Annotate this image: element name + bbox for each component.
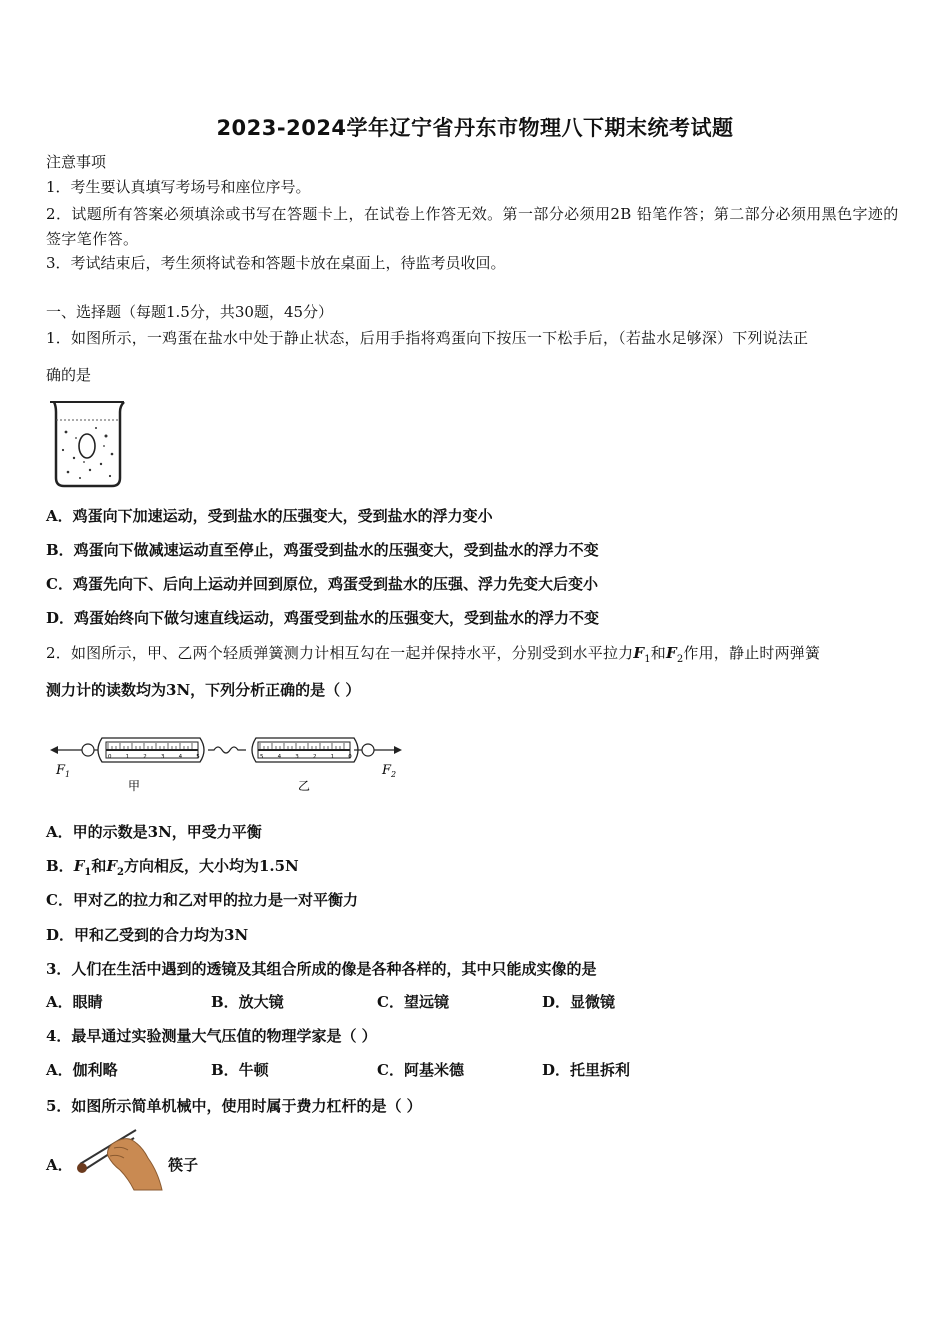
q2-stem-part-b: 作用，静止时两弹簧: [683, 644, 821, 662]
q1-option-d: D．鸡蛋始终向下做匀速直线运动，鸡蛋受到盐水的压强变大，受到盐水的浮力不变: [46, 609, 600, 627]
fig-label-f2: F: [382, 763, 392, 778]
fig-label-f2-sub: 2: [391, 770, 397, 779]
fig-label-f1-sub: 1: [65, 770, 71, 779]
page-title: 2023-2024学年辽宁省丹东市物理八下期末统考试题: [216, 116, 734, 140]
q1-stem-line1: 1．如图所示，一鸡蛋在盐水中处于静止状态，后用手指将鸡蛋向下按压一下松手后，（若盐水足够深）下列说法正: [46, 329, 809, 347]
notice-item-1: 1．考生要认真填写考场号和座位序号。: [46, 178, 311, 196]
q3-option-c: C．望远镜: [377, 993, 449, 1011]
q5-option-a-text: 筷子: [168, 1156, 199, 1174]
q2-stem-f2: F: [665, 644, 677, 662]
q2-option-b: [46, 856, 299, 883]
chopsticks-hand-icon: [72, 1124, 164, 1192]
q3-option-b: B．放大镜: [211, 993, 284, 1011]
section-heading: 一、选择题（每题1.5分，共30题，45分）: [46, 303, 334, 321]
q5-stem: 5．如图所示简单机械中，使用时属于费力杠杆的是（ ）: [46, 1097, 422, 1115]
q2-option-b-f1-sub: 1: [84, 867, 92, 878]
q1-stem-line2: 确的是: [46, 366, 92, 384]
q3-option-a: A．眼睛: [46, 993, 103, 1011]
q4-option-d: D．托里拆利: [542, 1061, 631, 1079]
svg-text:F1: [55, 763, 70, 779]
q1-option-b: B．鸡蛋向下做减速运动直至停止，鸡蛋受到盐水的压强变大，受到盐水的浮力不变: [46, 541, 599, 559]
q4-option-a: A．伽利略: [46, 1061, 118, 1079]
q2-stem-line2: 测力计的读数均为3N，下列分析正确的是（ ）: [46, 681, 361, 699]
q2-stem-line1: [46, 643, 820, 670]
q2-stem-and: 和: [650, 644, 666, 662]
q2-option-b-f2-sub: 2: [116, 867, 124, 878]
q2-option-b-prefix: B．: [46, 857, 74, 875]
q2-stem-f2-sub: 2: [676, 654, 684, 665]
q2-option-b-and: 和: [91, 857, 107, 875]
notice-heading: 注意事项: [46, 153, 107, 171]
q2-stem-part-a: 2．如图所示，甲、乙两个轻质弹簧测力计相互勾在一起并保持水平，分别受到水平拉力: [46, 644, 634, 662]
q3-option-d: D．显微镜: [542, 993, 616, 1011]
fig-label-yi: 乙: [298, 779, 311, 793]
q2-option-c: C．甲对乙的拉力和乙对甲的拉力是一对平衡力: [46, 891, 358, 909]
spring-scales-figure: [46, 728, 408, 798]
q4-stem: 4．最早通过实验测量大气压值的物理学家是（ ）: [46, 1027, 377, 1045]
q1-option-c: C．鸡蛋先向下、后向上运动并回到原位，鸡蛋受到盐水的压强、浮力先变大后变小: [46, 575, 598, 593]
q4-option-c: C．阿基米德: [377, 1061, 464, 1079]
q2-option-b-rest: 方向相反，大小均为1.5N: [123, 857, 299, 875]
fig-label-jia: 甲: [128, 779, 141, 793]
q2-option-b-f2: F: [106, 857, 117, 875]
notice-item-3: 3．考试结束后，考生须将试卷和答题卡放在桌面上，待监考员收回。: [46, 254, 506, 272]
beaker-egg-figure: [46, 398, 128, 490]
svg-text:F2: [381, 763, 396, 779]
scale-yi-ticks: 5 4 3 2 1 0: [260, 754, 358, 760]
fig-label-f1: F: [56, 763, 66, 778]
q2-option-a: A．甲的示数是3N，甲受力平衡: [46, 823, 262, 841]
q2-option-d: D．甲和乙受到的合力均为3N: [46, 926, 249, 944]
q2-stem-f1-sub: 1: [644, 654, 651, 665]
q4-option-b: B．牛顿: [211, 1061, 269, 1079]
q3-stem: 3．人们在生活中遇到的透镜及其组合所成的像是各种各样的，其中只能成实像的是: [46, 960, 597, 978]
q2-stem-f1: F: [633, 644, 645, 662]
q2-option-b-f1: F: [73, 857, 85, 875]
q5-option-a-label: A．: [46, 1156, 73, 1174]
notice-item-2: 2．试题所有答案必须填涂或书写在答题卡上，在试卷上作答无效。第一部分必须用2B 铅笔作答；第二部分必须用黑色字迹的签字笔作答。: [46, 205, 899, 248]
q1-option-a: A．鸡蛋向下加速运动，受到盐水的压强变大，受到盐水的浮力变小: [46, 507, 493, 525]
scale-jia-ticks: 0 1 2 3 4 5: [108, 754, 206, 760]
